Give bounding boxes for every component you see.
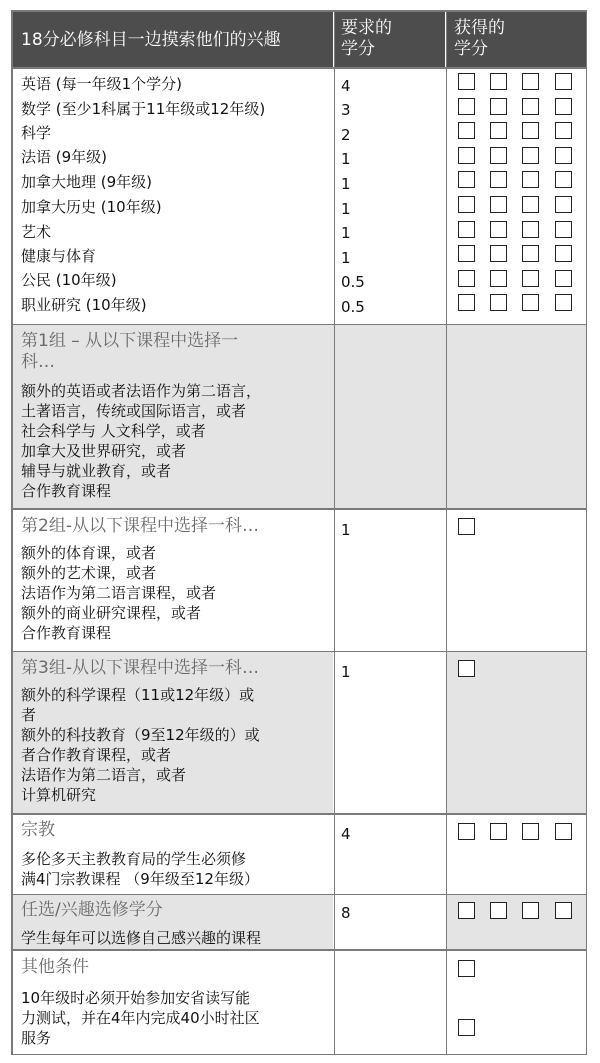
compulsory-earned-checkbox[interactable]	[522, 245, 539, 262]
religion-title: 宗教	[21, 820, 55, 840]
compulsory-earned-checkbox[interactable]	[522, 147, 539, 164]
required-credit-value: 1	[341, 150, 351, 168]
compulsory-subject: 公民 (10年级)	[21, 271, 117, 289]
compulsory-subject: 艺术	[21, 223, 52, 241]
compulsory-earned-checkbox[interactable]	[458, 245, 475, 262]
compulsory-earned-checkbox[interactable]	[490, 171, 507, 188]
compulsory-earned-checkbox[interactable]	[458, 73, 475, 90]
group-2-earned-checkbox[interactable]	[458, 518, 475, 535]
compulsory-earned-checkbox[interactable]	[555, 171, 572, 188]
compulsory-earned-checkbox[interactable]	[522, 171, 539, 188]
header-earned-credits: 获得的 学分	[454, 18, 505, 59]
compulsory-earned-checkbox[interactable]	[555, 294, 572, 311]
compulsory-earned-checkbox[interactable]	[555, 196, 572, 213]
group-2-description: 额外的体育课，或者 额外的艺术课，或者 法语作为第二语言课程，或者 额外的商业研究课程，或者 合作教育课程	[21, 544, 217, 642]
compulsory-subject: 数学 (至少1科属于11年级或12年级)	[21, 100, 266, 118]
required-credit-value: 2	[341, 126, 351, 144]
elective-earned-checkbox[interactable]	[458, 902, 475, 919]
elective-description: 学生每年可以选修自己感兴趣的课程	[21, 929, 262, 947]
compulsory-earned-checkbox[interactable]	[522, 98, 539, 115]
religion-required-credits: 4	[341, 825, 351, 843]
table-border-bottom	[11, 1054, 587, 1056]
elective-earned-checkbox[interactable]	[490, 902, 507, 919]
group-3-earned-checkbox[interactable]	[458, 660, 475, 677]
compulsory-earned-checkbox[interactable]	[490, 122, 507, 139]
row-divider	[11, 949, 587, 951]
compulsory-earned-checkbox[interactable]	[458, 98, 475, 115]
compulsory-earned-checkbox[interactable]	[458, 294, 475, 311]
compulsory-earned-checkbox[interactable]	[522, 196, 539, 213]
row-divider	[11, 67, 587, 69]
other-requirements-title: 其他条件	[21, 957, 89, 977]
table-border-right	[586, 10, 588, 1055]
religion-earned-checkbox[interactable]	[490, 823, 507, 840]
compulsory-subject: 英语 (每一年级1个学分)	[21, 75, 183, 93]
row-divider	[11, 894, 587, 896]
group-3-required-credits: 1	[341, 663, 351, 681]
required-credit-value: 4	[341, 77, 351, 95]
elective-title: 任选/兴趣选修学分	[21, 900, 163, 920]
religion-earned-checkbox[interactable]	[555, 823, 572, 840]
header-title: 18分必修科目一边摸索他们的兴趣	[21, 30, 281, 50]
religion-earned-checkbox[interactable]	[458, 823, 475, 840]
compulsory-earned-checkbox[interactable]	[522, 122, 539, 139]
required-credit-value: 1	[341, 200, 351, 218]
compulsory-earned-checkbox[interactable]	[458, 221, 475, 238]
compulsory-earned-checkbox[interactable]	[522, 73, 539, 90]
compulsory-earned-checkbox[interactable]	[490, 294, 507, 311]
column-divider-2	[446, 10, 448, 1055]
row-divider	[11, 10, 587, 12]
group-1-title: 第1组 – 从以下课程中选择一 科…	[21, 331, 239, 372]
header-required-credits: 要求的 学分	[341, 18, 392, 59]
group-1-description: 额外的英语或者法语作为第二语言， 土著语言，传统或国际语言，或者 社会科学与 人文科学，或者 加拿大及世界研究，或者 辅导与就业教育，或者 合作教育课程	[21, 382, 262, 500]
row-divider	[11, 651, 587, 653]
compulsory-earned-checkbox[interactable]	[458, 196, 475, 213]
elective-required-credits: 8	[341, 904, 351, 922]
group-2-required-credits: 1	[341, 521, 351, 539]
compulsory-earned-checkbox[interactable]	[490, 196, 507, 213]
compulsory-earned-checkbox[interactable]	[522, 294, 539, 311]
row-divider	[11, 324, 587, 326]
compulsory-earned-checkbox[interactable]	[555, 221, 572, 238]
group-2-title: 第2组-从以下课程中选择一科…	[21, 516, 259, 536]
required-credit-value: 1	[341, 175, 351, 193]
compulsory-earned-checkbox[interactable]	[458, 171, 475, 188]
elective-earned-checkbox[interactable]	[555, 902, 572, 919]
required-credit-value: 0.5	[341, 273, 365, 291]
literacy-test-checkbox[interactable]	[458, 960, 475, 977]
compulsory-subject: 职业研究 (10年级)	[21, 296, 147, 314]
compulsory-subject: 科学	[21, 124, 52, 142]
compulsory-earned-checkbox[interactable]	[555, 122, 572, 139]
compulsory-subject: 加拿大地理 (9年级)	[21, 173, 153, 191]
required-credit-value: 1	[341, 224, 351, 242]
religion-earned-checkbox[interactable]	[522, 823, 539, 840]
table-border-left	[11, 10, 13, 1055]
compulsory-earned-checkbox[interactable]	[555, 98, 572, 115]
compulsory-earned-checkbox[interactable]	[458, 147, 475, 164]
group-3-description: 额外的科学课程（11或12年级）或 者 额外的科技教育（9至12年级的）或 者合作教育课程，或者 法语作为第二语言，或者 计算机研究	[21, 686, 260, 804]
required-credit-value: 3	[341, 101, 351, 119]
compulsory-earned-checkbox[interactable]	[555, 270, 572, 287]
compulsory-earned-checkbox[interactable]	[555, 245, 572, 262]
compulsory-earned-checkbox[interactable]	[490, 245, 507, 262]
community-service-checkbox[interactable]	[458, 1019, 475, 1036]
compulsory-earned-checkbox[interactable]	[555, 147, 572, 164]
required-credit-value: 0.5	[341, 298, 365, 316]
compulsory-earned-checkbox[interactable]	[490, 147, 507, 164]
compulsory-subject: 健康与体育	[21, 247, 97, 265]
column-divider-1	[334, 10, 336, 1055]
compulsory-earned-checkbox[interactable]	[458, 122, 475, 139]
group-3-title: 第3组-从以下课程中选择一科…	[21, 658, 259, 678]
religion-description: 多伦多天主教教育局的学生必须修 满4门宗教课程 （9年级至12年级）	[21, 850, 259, 888]
compulsory-earned-checkbox[interactable]	[522, 270, 539, 287]
compulsory-earned-checkbox[interactable]	[490, 73, 507, 90]
compulsory-earned-checkbox[interactable]	[490, 221, 507, 238]
compulsory-subject: 加拿大历史 (10年级)	[21, 198, 162, 216]
elective-earned-checkbox[interactable]	[522, 902, 539, 919]
required-credit-value: 1	[341, 249, 351, 267]
row-divider	[11, 813, 587, 815]
compulsory-earned-checkbox[interactable]	[458, 270, 475, 287]
compulsory-earned-checkbox[interactable]	[490, 270, 507, 287]
compulsory-subject: 法语 (9年级)	[21, 148, 108, 166]
row-divider	[11, 508, 587, 510]
compulsory-earned-checkbox[interactable]	[555, 73, 572, 90]
compulsory-earned-checkbox[interactable]	[522, 221, 539, 238]
other-requirements-description: 10年级时必须开始参加安省读写能 力测试，并在4年内完成40小时社区 服务	[21, 989, 260, 1047]
compulsory-earned-checkbox[interactable]	[490, 98, 507, 115]
